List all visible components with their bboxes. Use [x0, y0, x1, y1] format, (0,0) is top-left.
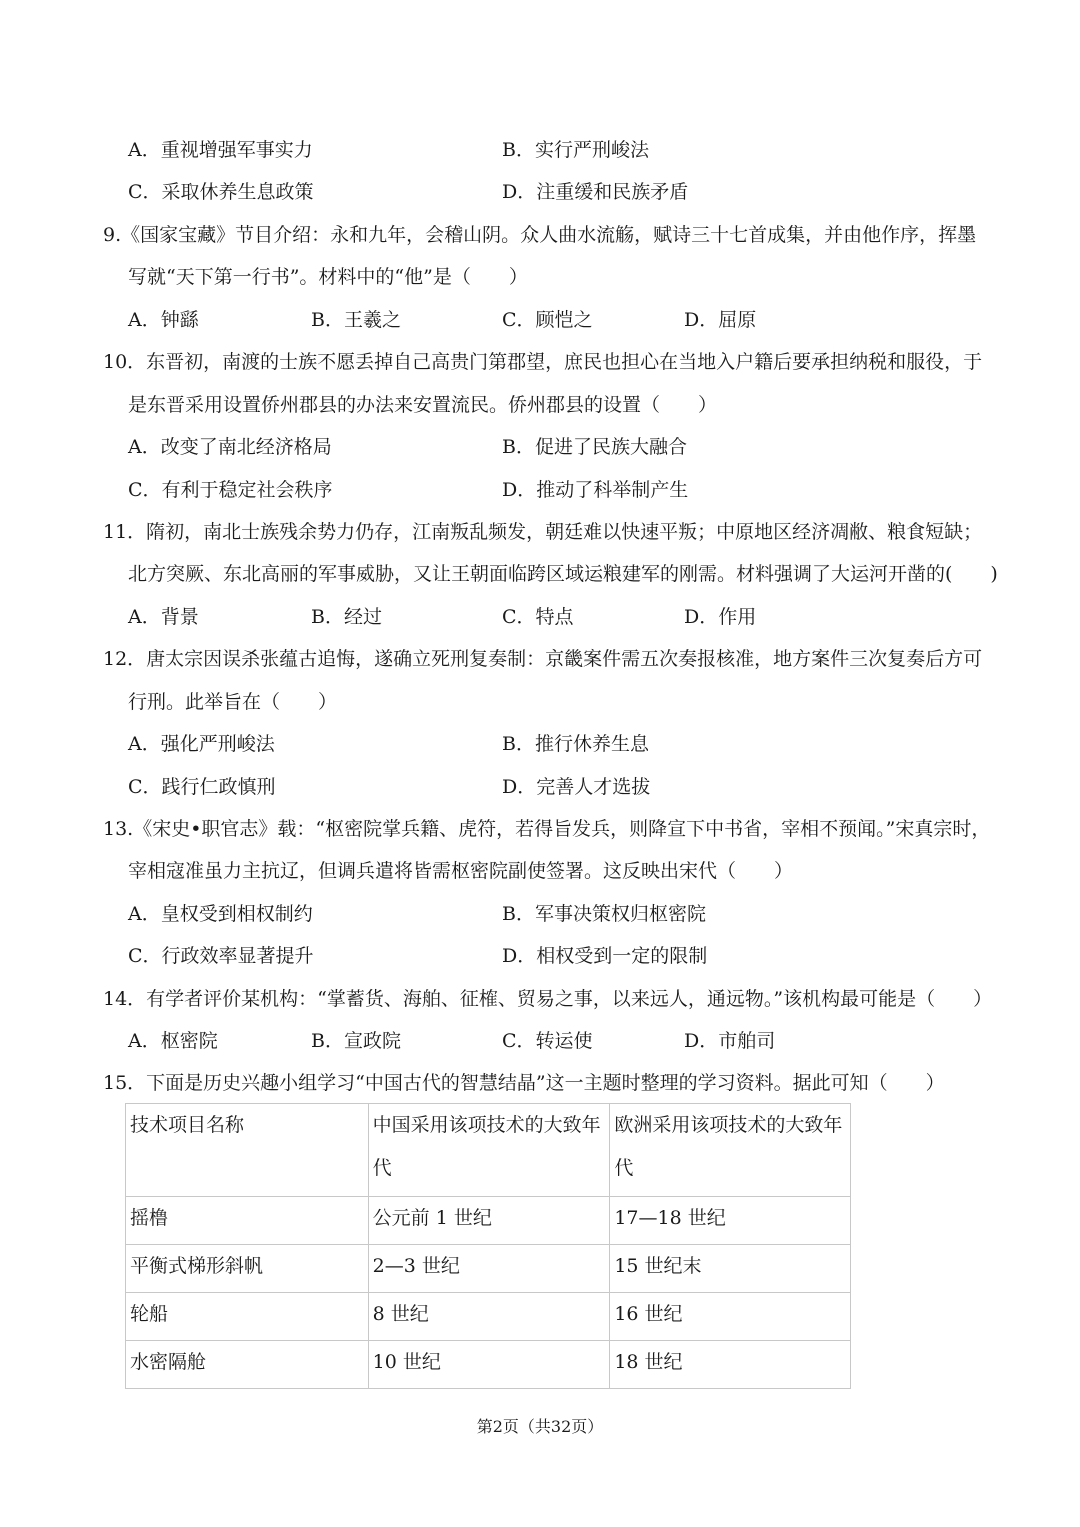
table-cell: 水密隔舱: [126, 1341, 369, 1389]
q9-option-c: C．顾恺之: [502, 309, 593, 331]
q9-option-b: B．王羲之: [311, 309, 401, 331]
q10-option-b: B．促进了民族大融合: [502, 436, 687, 458]
q11-option-b: B．经过: [311, 606, 382, 628]
tech-comparison-table: [125, 1103, 851, 1389]
table-cell: 16 世纪: [610, 1293, 851, 1341]
table-header-cell: 欧洲采用该项技术的大致年代: [610, 1104, 851, 1197]
q10-option-d: D．推动了科举制产生: [502, 479, 689, 501]
table-cell: 公元前 1 世纪: [368, 1197, 610, 1245]
table-row: [126, 1293, 851, 1341]
q11-option-c: C．特点: [502, 606, 574, 628]
table-cell: 轮船: [126, 1293, 369, 1341]
table-header-cell: 技术项目名称: [126, 1104, 369, 1197]
q8-option-c: C．采取休养生息政策: [128, 181, 314, 203]
table-cell: 15 世纪末: [610, 1245, 851, 1293]
q14-option-b: B．宣政院: [311, 1030, 401, 1052]
q9-stem-line-1: 9.《国家宝藏》节目介绍：永和九年，会稽山阴。众人曲水流觞，赋诗三十七首成集，并由他作序，挥墨: [103, 224, 977, 246]
q8-option-a: A．重视增强军事实力: [128, 139, 313, 161]
q14-option-a: A．枢密院: [128, 1030, 218, 1052]
table-row: [126, 1245, 851, 1293]
q11-stem-line-1: 11．隋初，南北士族残余势力仍存，江南叛乱频发，朝廷难以快速平叛；中原地区经济凋敝、粮食短缺；: [103, 521, 983, 543]
table-row: [126, 1341, 851, 1389]
q10-option-a: A．改变了南北经济格局: [128, 436, 332, 458]
q14-option-d: D．市舶司: [684, 1030, 776, 1052]
table-cell: 摇橹: [126, 1197, 369, 1245]
q12-option-d: D．完善人才选拔: [502, 776, 651, 798]
q13-option-d: D．相权受到一定的限制: [502, 945, 708, 967]
q14-stem-line-1: 14．有学者评价某机构：“掌蓄货、海舶、征榷、贸易之事，以来远人，通远物。”该机构最可能是（ ）: [103, 988, 993, 1010]
q11-stem-line-2: 北方突厥、东北高丽的军事威胁，又让王朝面临跨区域运粮建军的刚需。材料强调了大运河开凿的( ): [128, 563, 998, 585]
table-cell: 17—18 世纪: [610, 1197, 851, 1245]
q9-option-a: A．钟繇: [128, 309, 199, 331]
q10-option-c: C．有利于稳定社会秩序: [128, 479, 333, 501]
q13-stem-line-1: 13.《宋史•职官志》载：“枢密院掌兵籍、虎符，若得旨发兵，则降宣下中书省，宰相不预闻。”宋真宗时，: [103, 818, 991, 840]
table-cell: 10 世纪: [368, 1341, 610, 1389]
q9-stem-line-2: 写就“天下第一行书”。材料中的“他”是（ ）: [128, 266, 528, 288]
q9-option-d: D．屈原: [684, 309, 757, 331]
table-cell: 平衡式梯形斜帆: [126, 1245, 369, 1293]
q12-option-c: C．践行仁政慎刑: [128, 776, 276, 798]
q15-stem-line-1: 15．下面是历史兴趣小组学习“中国古代的智慧结晶”这一主题时整理的学习资料。据此可知（ ）: [103, 1072, 945, 1094]
q13-option-a: A．皇权受到相权制约: [128, 903, 313, 925]
table-row: [126, 1197, 851, 1245]
q11-option-d: D．作用: [684, 606, 757, 628]
q11-option-a: A．背景: [128, 606, 199, 628]
q12-option-a: A．强化严刑峻法: [128, 733, 275, 755]
q12-stem-line-2: 行刑。此举旨在（ ）: [128, 691, 338, 713]
q8-option-d: D．注重缓和民族矛盾: [502, 181, 689, 203]
page-footer: 第2页（共32页）: [476, 1417, 604, 1436]
q12-option-b: B．推行休养生息: [502, 733, 649, 755]
q13-option-c: C．行政效率显著提升: [128, 945, 314, 967]
table-header-cell: 中国采用该项技术的大致年代: [368, 1104, 610, 1197]
q10-stem-line-1: 10．东晋初，南渡的士族不愿丢掉自己高贵门第郡望，庶民也担心在当地入户籍后要承担纳税和服役，于: [103, 351, 983, 373]
table-cell: 18 世纪: [610, 1341, 851, 1389]
q12-stem-line-1: 12．唐太宗因误杀张蕴古追悔，遂确立死刑复奏制：京畿案件需五次奏报核准，地方案件三次复奏后方可: [103, 648, 983, 670]
table-header-row: [126, 1104, 851, 1197]
table-cell: 2—3 世纪: [368, 1245, 610, 1293]
q13-option-b: B．军事决策权归枢密院: [502, 903, 706, 925]
q13-stem-line-2: 宰相寇准虽力主抗辽，但调兵遣将皆需枢密院副使签署。这反映出宋代（ ）: [128, 860, 794, 882]
q10-stem-line-2: 是东晋采用设置侨州郡县的办法来安置流民。侨州郡县的设置（ ）: [128, 394, 718, 416]
q8-option-b: B．实行严刑峻法: [502, 139, 649, 161]
q14-option-c: C．转运使: [502, 1030, 593, 1052]
table-cell: 8 世纪: [368, 1293, 610, 1341]
